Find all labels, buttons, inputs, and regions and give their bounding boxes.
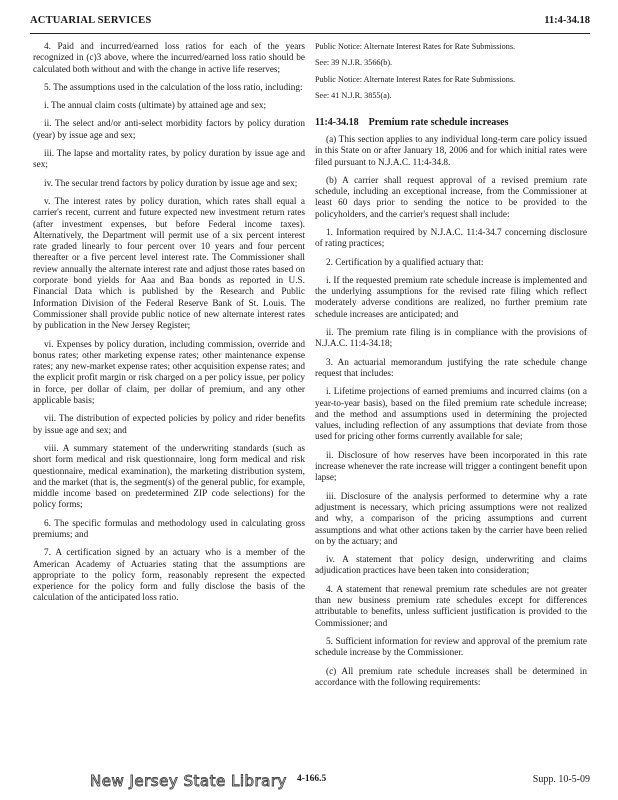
- paragraph: 2. Certification by a qualified actuary that:: [326, 257, 484, 268]
- paragraph: ii. The select and/or anti-select morbidity factors by policy duration (year) by issue age and sex;: [33, 119, 305, 141]
- paragraph: iii. Disclosure of the analysis performed to determine why a rate adjustment is necessary, which pricing assumptions were not realized and why, a comparison of the pricing assumptions and current assumptions and what other actions taken by the carrier have been relied on by the actuary; and: [315, 491, 587, 547]
- public-notice-title: Public Notice: Alternate Interest Rates for Rate Submissions.: [315, 42, 516, 51]
- paragraph: 5. The assumptions used in the calculation of the loss ratio, including:: [44, 82, 303, 93]
- page-header: [30, 15, 590, 31]
- paragraph: 7. A certification signed by an actuary who is a member of the American Academy of Actuaries stating that the assumptions are appropriate to the policy form, reasonably represent the expected experience for the policy form and fully disclose the basis of the calculation of the anticipated loss ratio.: [33, 548, 305, 604]
- paragraph: (a) This section applies to any individual long-term care policy issued in this State on or after January 18, 2006 and for which initial rates were filed pursuant to N.J.A.C. 11:4-34.8.: [315, 134, 587, 168]
- public-notice-citation: See: 39 N.J.R. 3566(b).: [315, 58, 393, 68]
- running-head-title: ACTUARIAL SERVICES: [30, 15, 152, 26]
- section-heading: [315, 117, 587, 128]
- paragraph: i. If the requested premium rate schedule increase is implemented and the underlying assumptions for the revised rate filing which reflect moderately adverse conditions are realized, no further premium rate schedule increases are anticipated; and: [315, 275, 587, 320]
- paragraph: i. The annual claim costs (ultimate) by attained age and sex;: [44, 101, 267, 112]
- library-watermark: New Jersey State Library: [90, 772, 287, 790]
- public-notice-citation: See: 41 N.J.R. 3855(a).: [315, 91, 392, 101]
- running-head-section: 11:4-34.18: [544, 15, 590, 26]
- paragraph: 3. An actuarial memorandum justifying the rate schedule change request that includes:: [315, 357, 587, 379]
- paragraph: (b) A carrier shall request approval of a revised premium rate schedule, including an exceptional increase, from the Commissioner at least 60 days prior to sending the notice to be provided to the policyholders, and the carrier's request shall include:: [315, 175, 587, 220]
- paragraph: 1. Information required by N.J.A.C. 11:4-34.7 concerning disclosure of rating practices;: [315, 228, 587, 250]
- left-column: [33, 42, 305, 612]
- paragraph: vii. The distribution of expected policies by policy and rider benefits by issue age and sex; and: [33, 414, 305, 436]
- paragraph: ii. The premium rate filing is in compliance with the provisions of N.J.A.C. 11:4-34.18;: [315, 328, 587, 350]
- right-column: [315, 42, 587, 696]
- paragraph: iii. The lapse and mortality rates, by policy duration by issue age and sex;: [33, 149, 305, 171]
- paragraph: vi. Expenses by policy duration, including commission, override and bonus rates; other marketing expense rates; other maintenance expense rates; any new-market expense rates; other acquisition expense rates; and the explicit profit margin or risk charged on a per policy issue, per policy in force, per dollar of claim, per dollar of premium, and any other applicable basis;: [33, 339, 305, 407]
- header-rule: [30, 33, 590, 34]
- page-number: 4-166.5: [297, 774, 327, 784]
- spacer: [315, 108, 587, 117]
- paragraph: 5. Sufficient information for review and approval of the premium rate schedule increase by the Commissioner.: [315, 636, 587, 659]
- paragraph: 4. Paid and incurred/earned loss ratios for each of the years recognized in (c)3 above, where the incurred/earned loss ratio should be calculated both without and with the change in active life reserves;: [33, 42, 305, 75]
- paragraph: (c) All premium rate schedule increases shall be determined in accordance with the following requirements:: [315, 666, 587, 688]
- paragraph: viii. A summary statement of the underwriting standards (such as short form medical and risk questionnaire, long form medical and risk questionnaire, medical examination), the marketing distribution system, and the market (that is, the segment(s) of the general public, for example, middle income based on predetermined ZIP code selections) for the policy forms;: [33, 443, 305, 511]
- supplement-date: Supp. 10-5-09: [532, 774, 590, 785]
- paragraph: iv. A statement that policy design, underwriting and claims adjudication practices have been taken into consideration;: [315, 555, 587, 577]
- paragraph: v. The interest rates by policy duration, which rates shall equal a carrier's recent, current and future expected new investment return rates (after investment expenses, but before Federal income taxes). Alternatively, the Department will permit use of a six percent interest rate graded linearly to four percent over 10 years and four percent thereafter or a five percent level interest rate. The Commissioner shall review annually the alternate interest rate and adjust those rates based on corporate bond yields for Aaa and Baa bonds as reported in U.S. Financial Data which is published by the Research and Public Information Division of the Federal Reserve Bank of St. Louis. The Commissioner shall provide public notice of new alternate interest rates by publication in the New Jersey Register;: [33, 196, 305, 332]
- page-footer: [30, 770, 590, 794]
- paragraph: i. Lifetime projections of earned premiums and incurred claims (on a year-to-year basis), based on the filed premium rate schedule increase; and the method and assumptions used in determining the projected values, including reflection of any assumptions that deviate from those used for pricing other forms currently available for sale;: [315, 387, 587, 443]
- paragraph: 4. A statement that renewal premium rate schedules are not greater than new business premium rate schedules except for differences attributable to benefits, unless sufficient justification is provided to the Commissioner; and: [315, 584, 587, 629]
- section-number: 11:4-34.18: [315, 116, 359, 128]
- public-notice-title: Public Notice: Alternate Interest Rates for Rate Submissions.: [315, 74, 516, 84]
- section-title: Premium rate schedule increases: [368, 116, 509, 128]
- paragraph: ii. Disclosure of how reserves have been incorporated in this rate increase whenever the rate increase will trigger a contingent benefit upon lapse;: [315, 450, 587, 484]
- paragraph: 6. The specific formulas and methodology used in calculating gross premiums; and: [33, 518, 305, 540]
- paragraph: iv. The secular trend factors by policy duration by issue age and sex;: [44, 178, 298, 189]
